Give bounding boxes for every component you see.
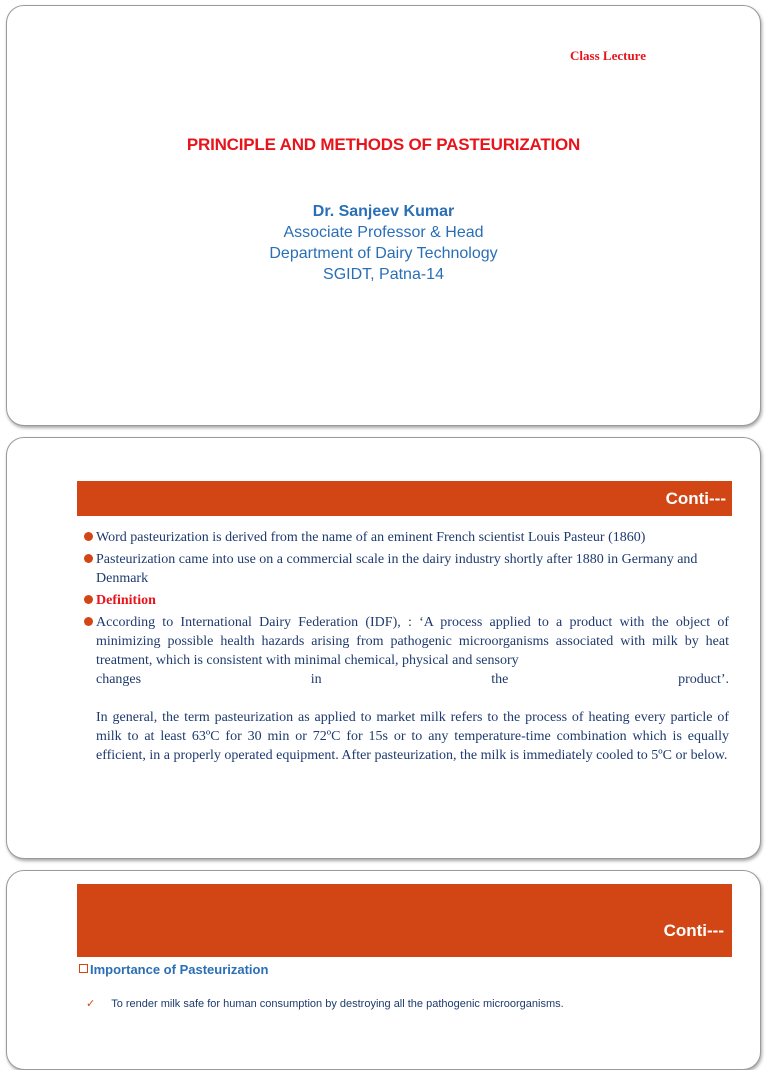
- definition-label: Definition: [96, 593, 156, 608]
- bullet-text: Pasteurization came into use on a commercial scale in the dairy industry shortly after 1880 in Germany and Denmark: [96, 552, 698, 586]
- title-slide: [6, 5, 761, 426]
- importance-list-item: [86, 997, 564, 1010]
- slide-content: [81, 528, 729, 765]
- slide-header-text: Conti---: [665, 489, 726, 508]
- author-institute: SGIDT, Patna-14: [323, 266, 444, 283]
- definition-slide: [6, 437, 761, 859]
- author-department: Department of Dairy Technology: [269, 245, 498, 262]
- importance-slide: [6, 870, 761, 1070]
- idf-definition-last-line: [96, 670, 729, 689]
- slide-header-bar: [77, 481, 732, 516]
- bullet-dot-icon: [84, 532, 93, 541]
- presentation-title: PRINCIPLE AND METHODS OF PASTEURIZATION: [186, 135, 581, 154]
- bullet-item: [81, 528, 729, 547]
- square-bullet-icon: [79, 964, 88, 973]
- importance-heading-text: Importance of Pasteurization: [90, 962, 269, 977]
- checkmark-icon: ✓: [86, 998, 96, 1010]
- last-line-word: changes: [96, 672, 142, 687]
- last-line-word: in: [310, 672, 322, 687]
- slide-header-bar: [77, 884, 732, 957]
- general-paragraph: In general, the term pasteurization as applied to market milk refers to the process of heating every particle of milk to at least 63ºC for 30 min or 72ºC for 15s or to any temperature-time combination which is equally efficient, in a properly operated equipment. After pasteurization, the milk is immediately cooled to 5ºC or below.: [96, 710, 729, 763]
- importance-item-text: To render milk safe for human consumption by destroying all the pathogenic microorganisms.: [111, 998, 564, 1010]
- last-line-word: product’.: [678, 672, 729, 687]
- class-lecture-tag: Class Lecture: [570, 48, 646, 63]
- bullet-text: Word pasteurization is derived from the name of an eminent French scientist Louis Pasteur (1860): [96, 530, 646, 545]
- bullet-dot-icon: [84, 554, 93, 563]
- bullet-item-definition: [81, 591, 729, 610]
- importance-heading: [79, 962, 268, 977]
- author-block: [7, 201, 760, 285]
- bullet-dot-icon: [84, 617, 93, 626]
- idf-definition-text: According to International Dairy Federation (IDF), : ‘A process applied to a product with the object of minimizing possible health hazards arising from pathogenic microorganisms associated with milk by heat treatment, which is consistent with minimal chemical, physical and sensory: [96, 615, 729, 668]
- author-name: Dr. Sanjeev Kumar: [312, 203, 455, 220]
- slide-header-text: Conti---: [663, 921, 724, 940]
- last-line-word: the: [491, 672, 509, 687]
- author-position: Associate Professor & Head: [283, 224, 484, 241]
- bullet-item-idf-definition: [81, 613, 729, 689]
- bullet-dot-icon: [84, 595, 93, 604]
- bullet-item: [81, 550, 729, 588]
